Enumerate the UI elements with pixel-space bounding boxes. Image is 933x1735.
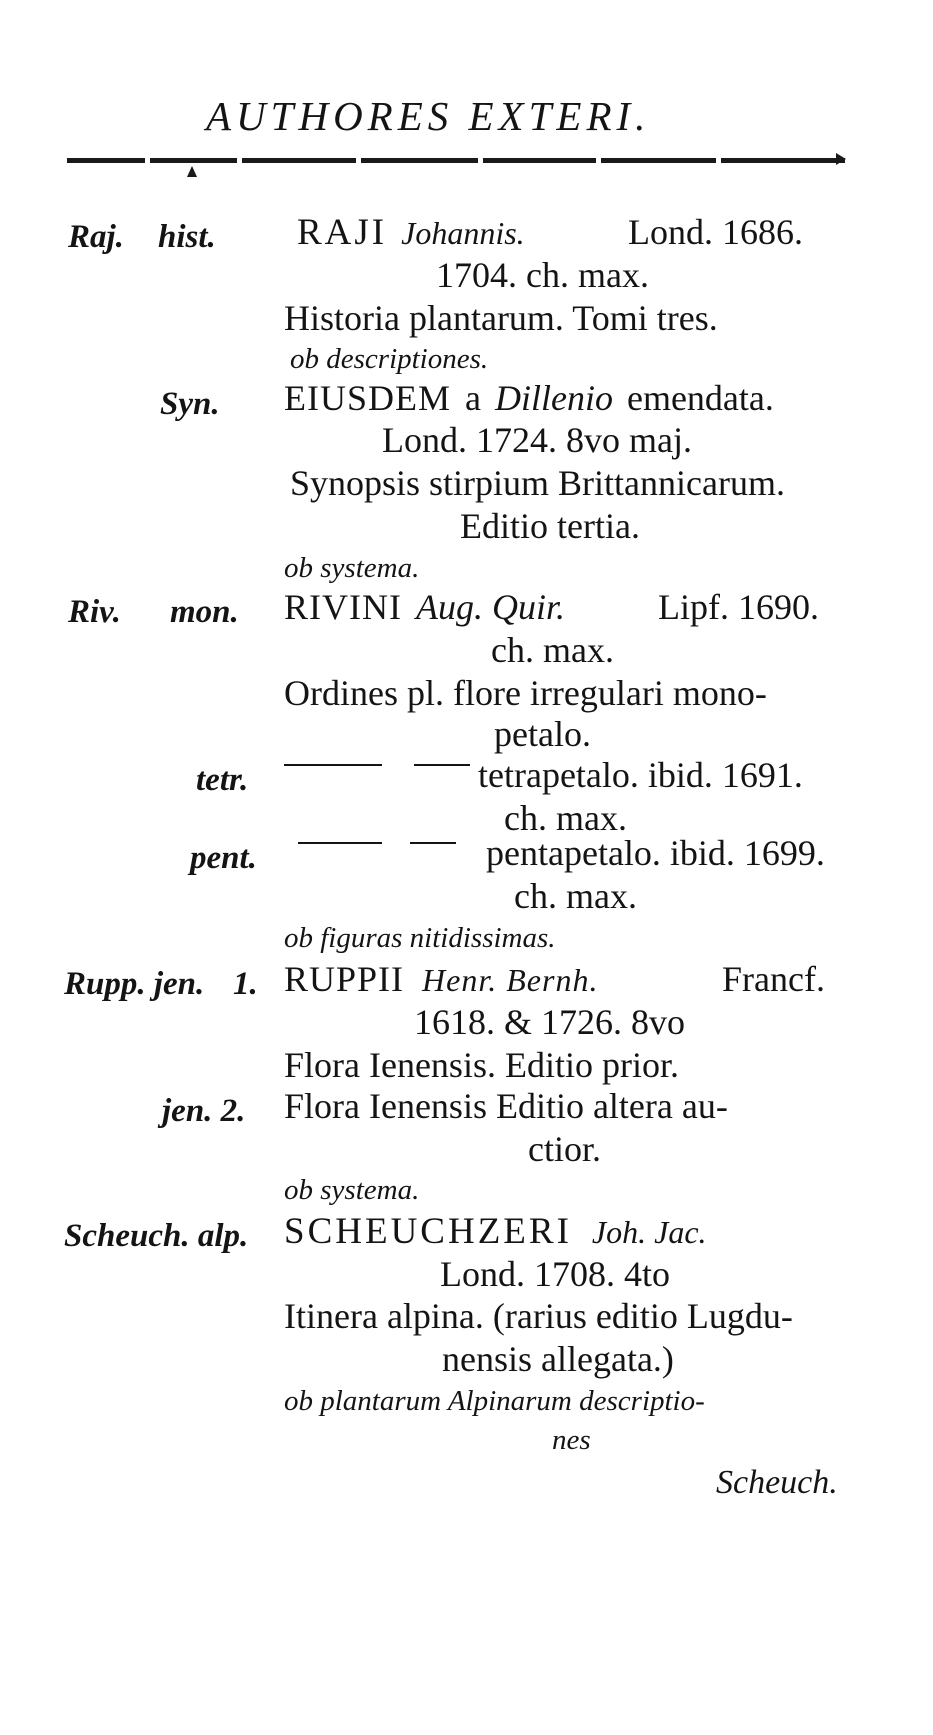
author-given-name: Dillenio [494, 378, 613, 418]
publication-info: 1704. ch. max. [436, 255, 649, 295]
rule-gap [356, 157, 361, 164]
rule-gap [716, 157, 721, 164]
publication-info: Francf. [722, 959, 825, 999]
ditto-dash [298, 842, 382, 844]
author-preposition: a [465, 378, 481, 418]
publication-info: ch. max. [491, 630, 614, 670]
entry-abbreviation: Scheuch. alp. [64, 1218, 249, 1254]
ditto-dash [414, 764, 470, 766]
entry-author-line [284, 1213, 707, 1250]
entry-author-line [297, 214, 525, 251]
work-title: tetrapetalo. ibid. 1691. [478, 755, 803, 795]
author-given-name: Aug. Quir. [415, 587, 565, 627]
entry-author-line [284, 380, 774, 416]
ditto-dashes [298, 835, 456, 851]
work-title-continued: petalo. [494, 714, 591, 754]
publication-info: ch. max. [514, 876, 637, 916]
rule-gap [237, 157, 242, 164]
publication-info: Lipf. 1690. [658, 587, 819, 627]
page-header: AUTHORES EXTERI. [206, 93, 651, 139]
entry-abbreviation: hist. [158, 219, 216, 255]
work-title: Synopsis stirpium Brittannicarum. [290, 463, 785, 503]
rule-ornament [187, 166, 197, 177]
header-rule [67, 158, 845, 163]
reason-note-continued: nes [552, 1424, 591, 1456]
publication-info: Lond. 1686. [628, 212, 803, 252]
work-title-continued: nensis allegata.) [442, 1339, 674, 1379]
entry-abbreviation: tetr. [196, 762, 249, 798]
ditto-dash [410, 842, 456, 844]
reason-note: ob systema. [284, 1174, 420, 1206]
work-title: Flora Ienensis. Editio prior. [284, 1045, 679, 1085]
reason-note: ob systema. [284, 552, 420, 584]
entry-author-line [284, 961, 598, 997]
rule-gap [478, 157, 483, 164]
entry-abbreviation: pent. [190, 840, 257, 876]
reason-note: ob figuras nitidissimas. [284, 922, 556, 954]
ditto-dash [284, 764, 382, 766]
publication-info: Lond. 1724. 8vo maj. [382, 420, 692, 460]
entry-abbreviation: Raj. [68, 219, 124, 255]
entry-abbreviation: Syn. [160, 386, 220, 422]
author-surname: RIVINI [284, 587, 402, 627]
author-surname: SCHEUCHZERI [284, 1211, 572, 1252]
entry-author-line [284, 589, 565, 625]
entry-abbreviation: Riv. [68, 594, 121, 630]
entry-abbreviation: mon. [170, 594, 239, 630]
author-given-name: Joh. Jac. [591, 1214, 707, 1250]
author-surname: RUPPII [284, 959, 405, 999]
rule-ornament-end [836, 153, 846, 165]
rule-gap [596, 157, 601, 164]
author-surname: EIUSDEM [284, 378, 451, 418]
author-given-name: Johannis. [401, 215, 525, 251]
entry-abbreviation: 1. [233, 966, 258, 1002]
reason-note: ob plantarum Alpinarum descriptio- [284, 1385, 705, 1417]
work-title: Historia plantarum. Tomi tres. [284, 298, 718, 338]
reason-note: ob descriptiones. [290, 343, 489, 375]
author-note: emendata. [626, 378, 774, 418]
work-title: pentapetalo. ibid. 1699. [486, 833, 825, 873]
work-title-continued: ctior. [528, 1129, 601, 1169]
catchword: Scheuch. [716, 1464, 838, 1501]
entry-abbreviation: jen. 2. [162, 1093, 246, 1129]
publication-info: 1618. & 1726. 8vo [414, 1002, 686, 1042]
author-surname: RAJI [297, 212, 388, 253]
ditto-dashes [284, 757, 470, 773]
publication-info: Lond. 1708. 4to [440, 1254, 670, 1294]
work-title: Ordines pl. flore irregulari mono- [284, 673, 767, 713]
rule-gap [145, 157, 150, 164]
author-given-name: Henr. Bernh. [422, 962, 599, 998]
entry-abbreviation: Rupp. jen. [64, 966, 205, 1002]
work-title-continued: Editio tertia. [460, 506, 640, 546]
work-title: Flora Ienensis Editio altera au- [284, 1086, 728, 1126]
publication-info: ch. max. [504, 798, 627, 838]
work-title: Itinera alpina. (rarius editio Lugdu- [284, 1296, 793, 1336]
